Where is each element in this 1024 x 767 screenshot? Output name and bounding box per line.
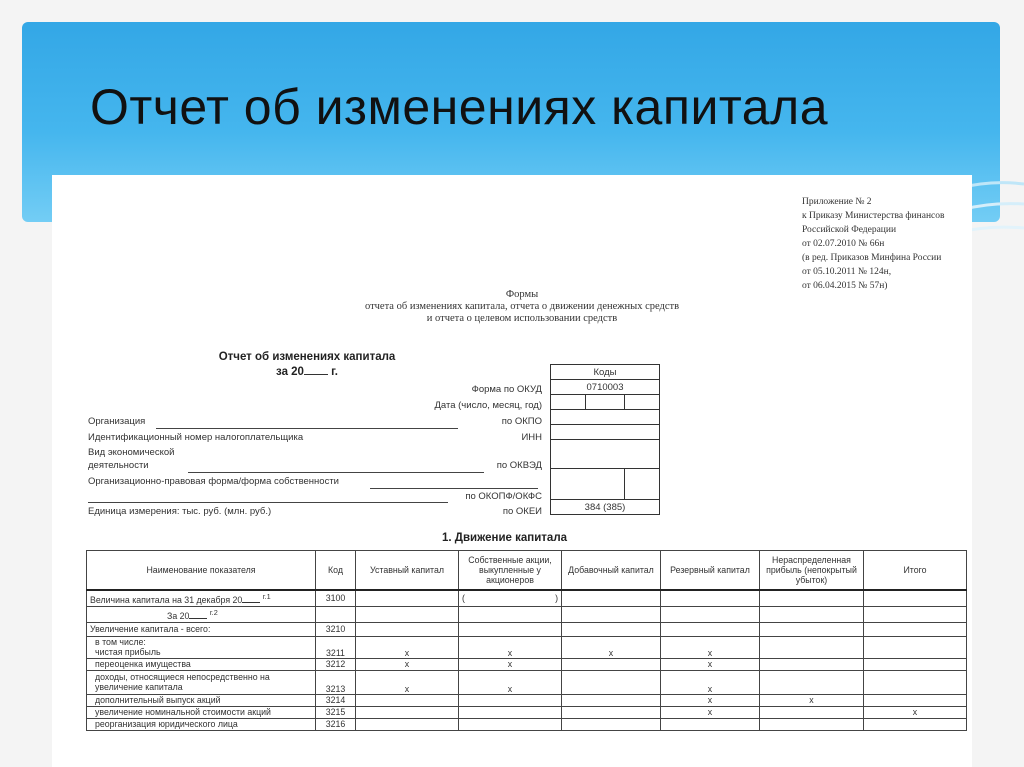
table-row <box>87 718 967 730</box>
cell[interactable] <box>562 670 661 694</box>
including-label: в том числе: <box>95 637 146 647</box>
cell-mark: x <box>661 670 760 694</box>
cell[interactable] <box>760 658 864 670</box>
forms-heading-line: отчета об изменениях капитала, отчета о движении денежных средств <box>364 301 680 312</box>
cell[interactable] <box>864 694 967 706</box>
codes-header: Коды <box>551 365 660 380</box>
report-period-prefix: за 20 <box>276 366 304 378</box>
cell-mark: x <box>760 694 864 706</box>
za-footnote: г.2 <box>209 607 218 617</box>
row-label <box>87 606 316 622</box>
okpo-label: по ОКПО <box>501 416 542 427</box>
row-code: 3210 <box>316 622 356 636</box>
approval-line: Приложение № 2 <box>802 197 872 207</box>
okei-label: по ОКЕИ <box>502 506 542 517</box>
date-day-cell[interactable] <box>551 395 586 410</box>
col-indicator: Наименование показателя <box>87 551 316 591</box>
legal-form-field[interactable] <box>370 488 538 489</box>
table-row <box>87 670 967 694</box>
col-treasury-shares: Собственные акции, выкупленные у акционеров <box>459 551 562 591</box>
cell-mark: x <box>661 694 760 706</box>
inn-label: ИНН <box>521 432 542 443</box>
okpo-cell[interactable] <box>551 410 660 425</box>
approval-note <box>802 195 972 293</box>
cell[interactable] <box>356 718 459 730</box>
cell-mark: x <box>562 636 661 658</box>
cell[interactable] <box>864 636 967 658</box>
cell[interactable] <box>760 670 864 694</box>
cell[interactable] <box>356 694 459 706</box>
approval-line: (в ред. Приказов Минфина России <box>802 253 942 263</box>
forms-heading-line: Формы <box>505 289 539 300</box>
cell[interactable] <box>356 590 459 606</box>
cell[interactable] <box>864 718 967 730</box>
form-sheet <box>52 175 972 767</box>
za-prefix: За 20 <box>167 610 190 621</box>
cell-mark: x <box>661 636 760 658</box>
approval-line: к Приказу Министерства финансов <box>802 211 945 221</box>
cell-mark: x <box>459 658 562 670</box>
cell[interactable] <box>562 606 661 622</box>
cell[interactable] <box>562 622 661 636</box>
taxpayer-label: Идентификационный номер налогоплательщика <box>88 432 304 443</box>
date-month-cell[interactable] <box>586 395 625 410</box>
cell[interactable] <box>661 622 760 636</box>
paren-close: ) <box>555 593 558 604</box>
okopf-cell[interactable] <box>551 469 625 500</box>
row-code: 3100 <box>316 590 356 606</box>
cell[interactable] <box>562 694 661 706</box>
section-title: 1. Движение капитала <box>442 532 568 544</box>
cell[interactable] <box>661 718 760 730</box>
okfs-cell[interactable] <box>625 469 660 500</box>
report-title-text: Отчет об изменениях капитала <box>218 351 396 363</box>
legal-form-field-2[interactable] <box>88 502 448 503</box>
row-code: 3212 <box>316 658 356 670</box>
row-label <box>87 670 316 694</box>
capital-movement-table <box>86 550 967 731</box>
table-row <box>87 590 967 606</box>
cell[interactable] <box>864 670 967 694</box>
table-row <box>87 706 967 718</box>
cell[interactable] <box>562 590 661 606</box>
date-year-cell[interactable] <box>625 395 660 410</box>
cell-mark: x <box>459 670 562 694</box>
cell-mark: x <box>864 706 967 718</box>
approval-line: Российской Федерации <box>802 225 897 235</box>
row-label <box>87 590 316 606</box>
report-period <box>207 364 407 379</box>
legal-form-label: Организационно-правовая форма/форма собственности <box>88 476 339 487</box>
cell[interactable] <box>661 590 760 606</box>
table-row <box>87 622 967 636</box>
report-title <box>207 350 407 379</box>
row-3211-label: чистая прибыль <box>95 647 161 657</box>
activity-label: Вид экономической <box>88 447 175 458</box>
row-code: 3214 <box>316 694 356 706</box>
row-label: увеличение номинальной стоимости акций <box>87 706 316 718</box>
cell[interactable] <box>562 706 661 718</box>
cell[interactable] <box>459 718 562 730</box>
cell-mark: x <box>661 706 760 718</box>
cell[interactable] <box>864 606 967 622</box>
cell[interactable] <box>459 606 562 622</box>
cell-mark: x <box>661 658 760 670</box>
table-row <box>87 658 967 670</box>
row-code: 3213 <box>316 670 356 694</box>
cell[interactable] <box>562 718 661 730</box>
col-total: Итого <box>864 551 967 591</box>
row-code: 3216 <box>316 718 356 730</box>
col-code: Код <box>316 551 356 591</box>
cell[interactable] <box>661 606 760 622</box>
cell[interactable] <box>760 590 864 606</box>
row-3213-label-2: увеличение капитала <box>95 682 183 692</box>
unit-label: Единица измерения: тыс. руб. (млн. руб.) <box>88 506 272 517</box>
cell[interactable] <box>864 590 967 606</box>
cell-mark: x <box>459 636 562 658</box>
row-label: переоценка имущества <box>87 658 316 670</box>
okved-label: по ОКВЭД <box>496 460 542 471</box>
col-additional-capital: Добавочный капитал <box>562 551 661 591</box>
activity-label-2: деятельности <box>88 460 149 471</box>
approval-line: от 02.07.2010 № 66н <box>802 239 885 249</box>
okved-cell[interactable] <box>551 440 660 469</box>
row-3213-label: доходы, относящиеся непосредственно на <box>95 672 270 682</box>
cell[interactable] <box>459 694 562 706</box>
col-reserve-capital: Резервный капитал <box>661 551 760 591</box>
activity-field[interactable] <box>188 472 484 473</box>
col-authorized-capital: Уставный капитал <box>356 551 459 591</box>
cell[interactable] <box>760 606 864 622</box>
cell-mark: x <box>356 670 459 694</box>
cell[interactable] <box>356 622 459 636</box>
table-row <box>87 636 967 658</box>
table-row <box>87 606 967 622</box>
row-code <box>316 606 356 622</box>
cell[interactable] <box>864 622 967 636</box>
row-label <box>87 636 316 658</box>
cell[interactable] <box>760 636 864 658</box>
table-row <box>87 694 967 706</box>
forms-heading-line: и отчета о целевом использовании средств <box>426 313 618 324</box>
cell[interactable] <box>459 706 562 718</box>
row-code: 3215 <box>316 706 356 718</box>
approval-line: от 05.10.2011 № 124н, <box>802 267 892 277</box>
cell[interactable] <box>760 622 864 636</box>
codes-table <box>550 364 660 515</box>
cell[interactable] <box>459 622 562 636</box>
year-blank <box>189 608 207 619</box>
year-blank <box>304 364 328 375</box>
slide-title: Отчет об изменениях капитала <box>90 79 828 135</box>
col-retained-earnings: Нераспределенная прибыль (непокрытый убыток) <box>760 551 864 591</box>
okei-value: 384 (385) <box>551 500 660 515</box>
cell[interactable] <box>760 718 864 730</box>
cell-mark: x <box>356 636 459 658</box>
row-3100-label: Величина капитала на 31 декабря 20 <box>90 594 243 605</box>
date-label: Дата (число, месяц, год) <box>434 400 542 411</box>
okud-label: Форма по ОКУД <box>471 384 542 395</box>
row-label: дополнительный выпуск акций <box>87 694 316 706</box>
year-blank <box>242 592 260 603</box>
cell[interactable] <box>356 706 459 718</box>
paren-open: ( <box>462 593 465 604</box>
cell[interactable] <box>760 706 864 718</box>
cell[interactable] <box>459 590 562 606</box>
cell-mark: x <box>356 658 459 670</box>
row-code: 3211 <box>316 636 356 658</box>
cell[interactable] <box>864 658 967 670</box>
row-label: реорганизация юридического лица <box>87 718 316 730</box>
cell[interactable] <box>356 606 459 622</box>
org-label: Организация <box>88 416 146 427</box>
okud-value: 0710003 <box>551 380 660 395</box>
report-period-suffix: г. <box>331 366 338 378</box>
inn-cell[interactable] <box>551 425 660 440</box>
row-3100-footnote: г.1 <box>262 591 271 601</box>
org-field[interactable] <box>156 428 458 429</box>
approval-line: от 06.04.2015 № 57н) <box>802 281 888 291</box>
forms-heading <box>312 289 732 325</box>
cell[interactable] <box>562 658 661 670</box>
okopf-label: по ОКОПФ/ОКФС <box>465 491 542 502</box>
row-label: Увеличение капитала - всего: <box>87 622 316 636</box>
